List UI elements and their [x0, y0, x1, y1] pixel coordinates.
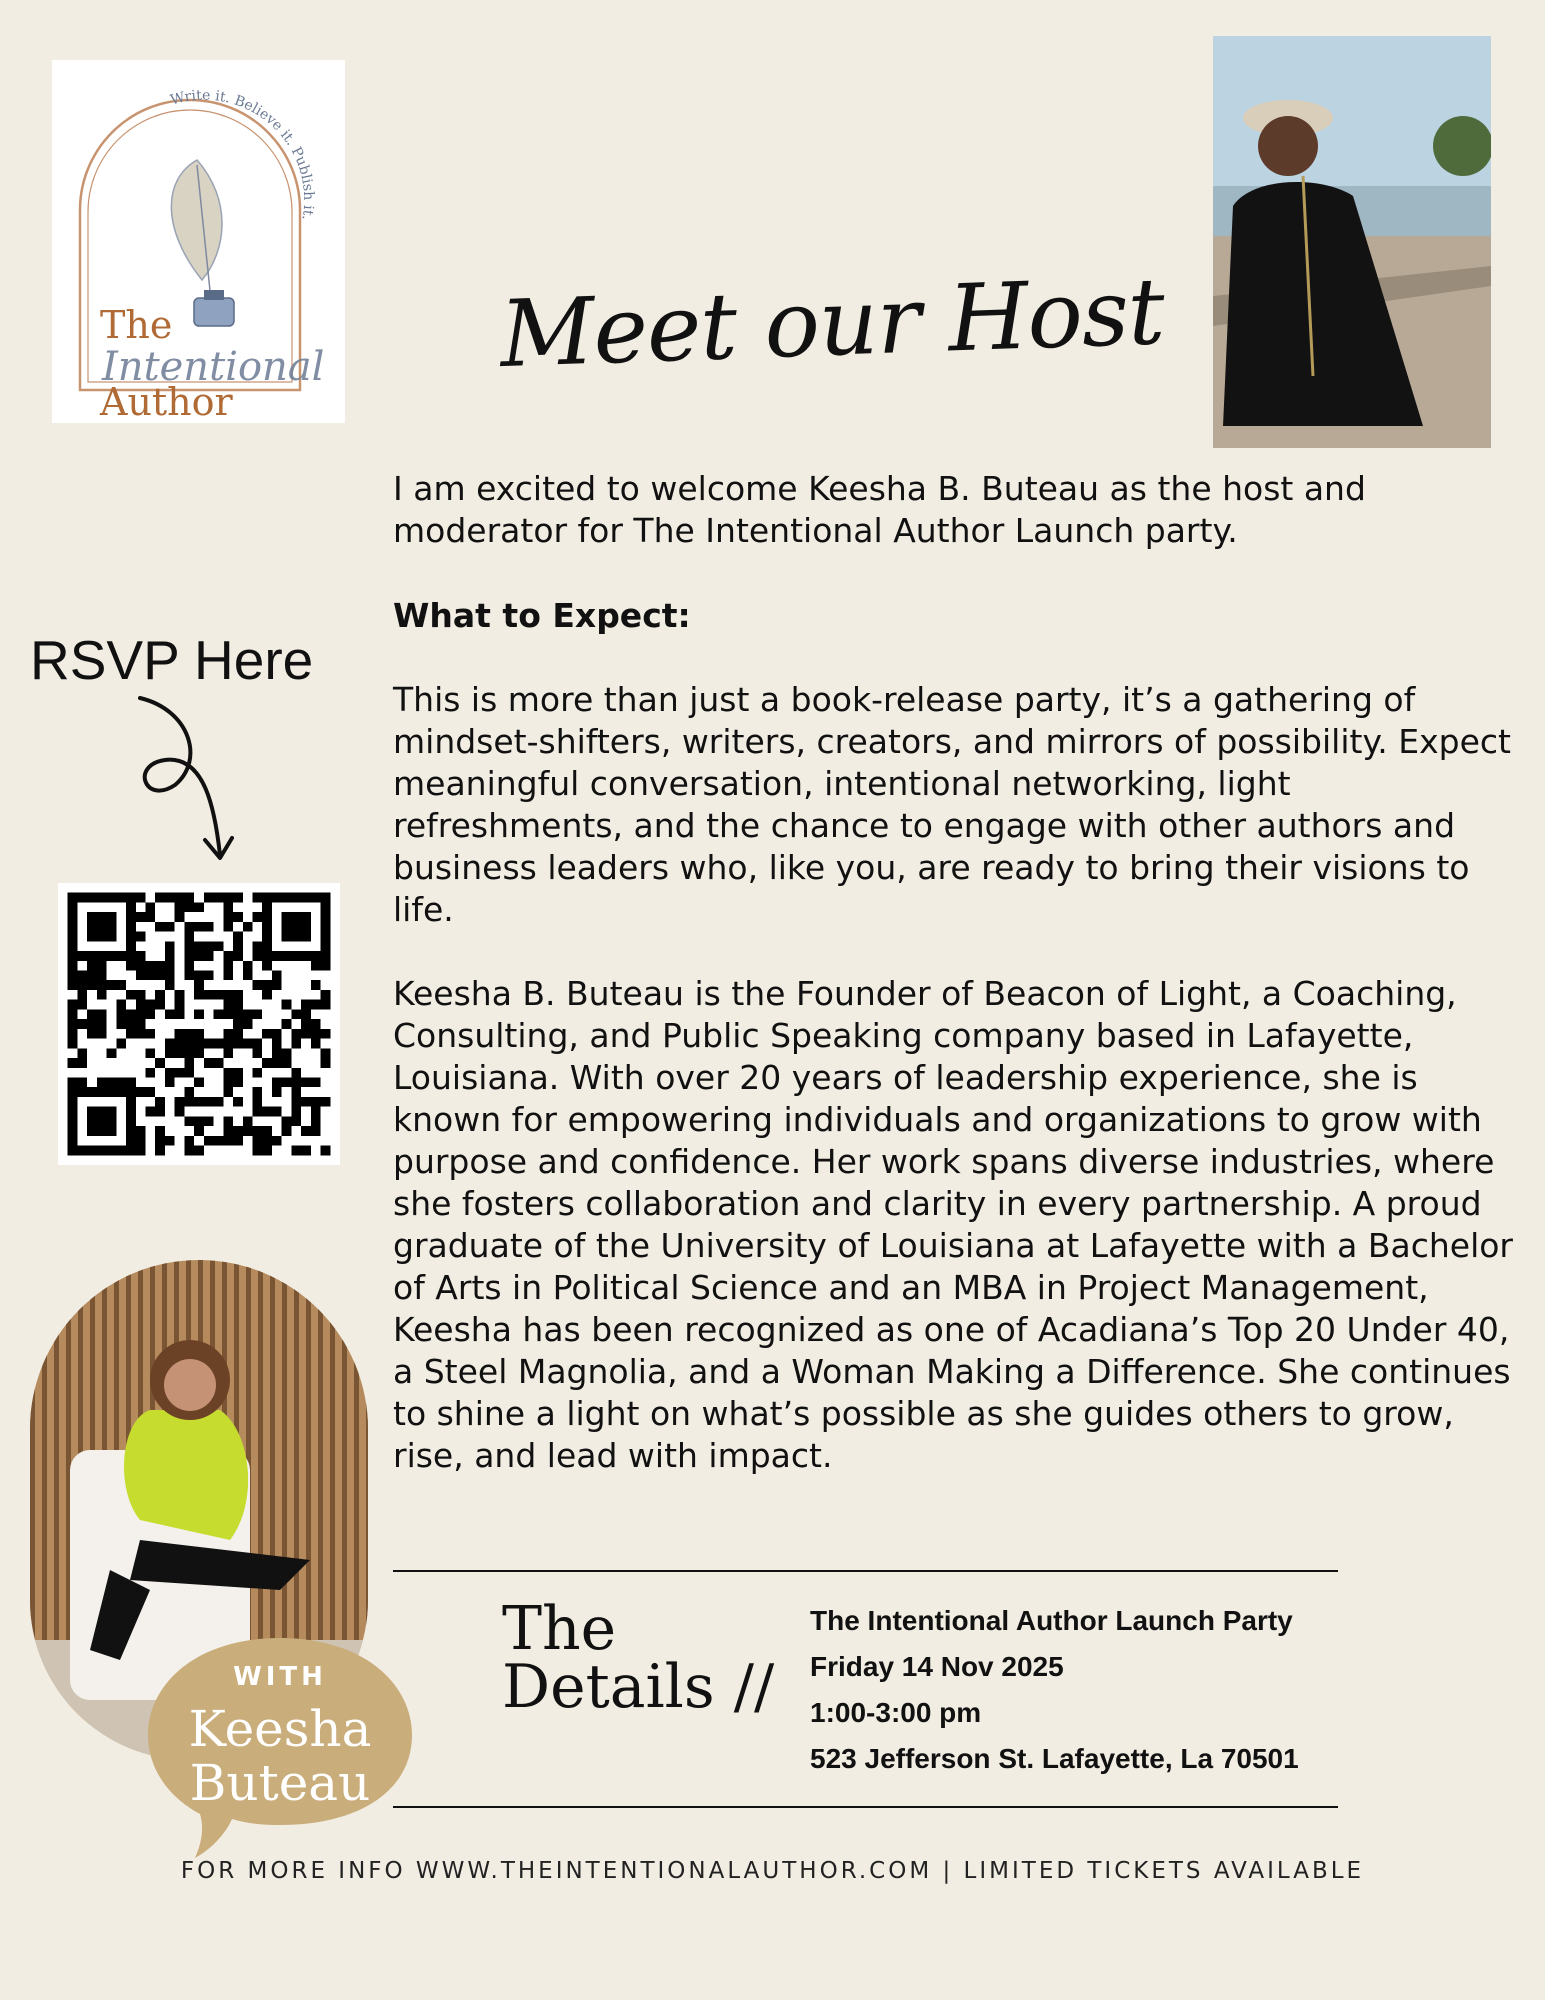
logo-word-the: The	[100, 303, 173, 347]
logo	[52, 60, 345, 423]
details-title	[502, 1594, 775, 1722]
details-title-line2: Details //	[502, 1652, 775, 1722]
host-photo	[1213, 36, 1491, 448]
logo-word-author: Author	[100, 380, 233, 423]
bubble-name-first: Keesha	[188, 1700, 372, 1758]
logo-graphic	[52, 60, 345, 423]
curved-arrow-icon	[120, 690, 240, 870]
host-bio-paragraph: Keesha B. Buteau is the Founder of Beacon of Light, a Coaching, Consulting, and Public Speaking company based in Lafayette, Louisiana. With over 20 years of leadership experience, she is known for empowering individuals and organizations to grow with purpose and confidence. Her work spans diverse industries, where she fosters collaboration and clarity in every partnership. A proud graduate of the University of Louisiana at Lafayette with a Bachelor of Arts in Political Science and an MBA in Project Management, Keesha has been recognized as one of Acadiana’s Top 20 Under 40, a Steel Magnolia, and a Woman Making a Difference. She continues to shine a light on what’s possible as she guides others to grow, rise, and lead with impact.	[393, 974, 1514, 1475]
what-to-expect-heading: What to Expect:	[393, 596, 691, 635]
divider	[393, 1806, 1338, 1808]
bubble-with-label: WITH	[233, 1662, 327, 1692]
details-title-line1: The	[502, 1594, 617, 1664]
bubble-name-last: Buteau	[189, 1754, 371, 1812]
logo-tagline: Write it. Believe it. Publish it.	[168, 87, 317, 222]
rsvp-label: RSVP Here	[30, 629, 314, 691]
logo-word-intentional: Intentional	[102, 344, 325, 390]
intro-paragraph: I am excited to welcome Keesha B. Buteau as the host and moderator for The Intentional Author Launch party.	[393, 469, 1366, 550]
divider	[393, 1570, 1338, 1572]
rsvp-qr-code[interactable]	[58, 883, 340, 1165]
moderator-name-bubble	[140, 1630, 420, 1860]
event-name: The Intentional Author Launch Party	[810, 1605, 1293, 1636]
page-title: Meet our Host	[498, 258, 1166, 389]
what-to-expect-paragraph: This is more than just a book-release party, it’s a gathering of mindset-shifters, writers, creators, and mirrors of possibility. Expect meaningful conversation, intentional networking, light refreshments, and the chance to engage with other authors and business leaders who, like you, are ready to bring their visions to life.	[393, 680, 1511, 929]
event-date: Friday 14 Nov 2025	[810, 1651, 1064, 1682]
footer-info: FOR MORE INFO WWW.THEINTENTIONALAUTHOR.COM | LIMITED TICKETS AVAILABLE	[180, 1858, 1365, 1884]
event-address: 523 Jefferson St. Lafayette, La 70501	[810, 1743, 1299, 1774]
event-time: 1:00-3:00 pm	[810, 1697, 982, 1728]
bubble-host-name	[140, 1702, 420, 1810]
